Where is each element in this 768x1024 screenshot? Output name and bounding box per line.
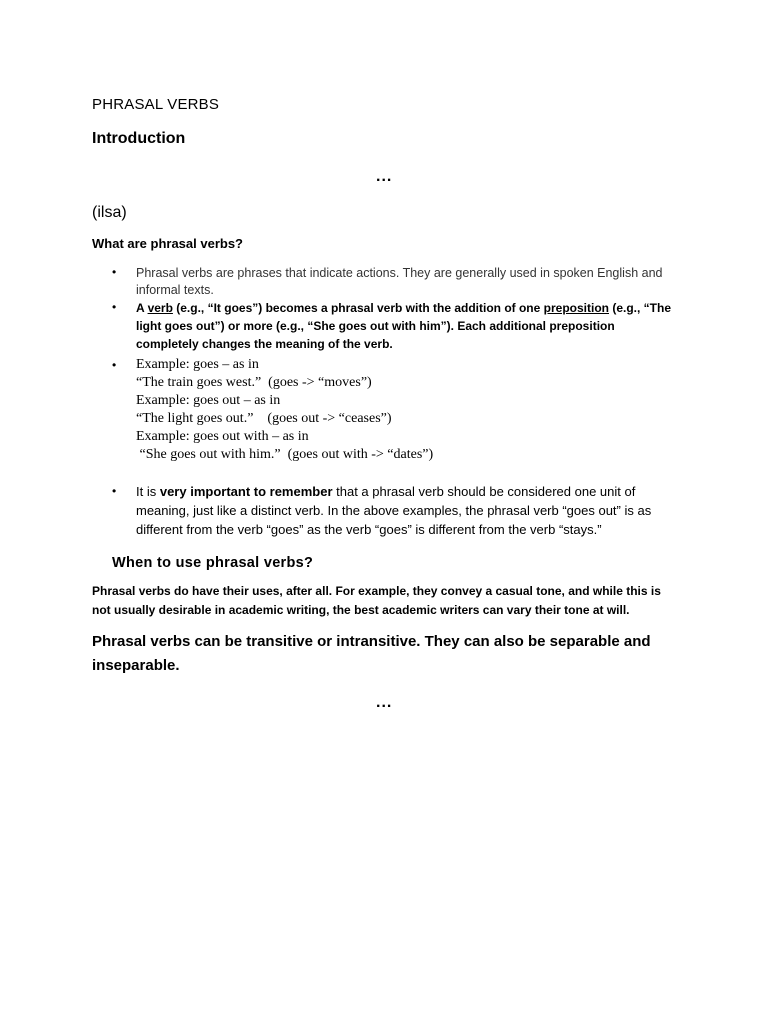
introduction-heading: Introduction — [92, 130, 186, 147]
bullet-marker: • — [112, 484, 117, 498]
author-label: (ilsa) — [92, 204, 127, 221]
ellipsis-bottom: ... — [376, 694, 393, 711]
bullet-text: that a phrasal verb should be considered one unit of meaning, just like a distinct verb. In the above examples, the phrasal verb “goes out” is as different from the verb “goes” as the verb “goes” is different from the verb “stays.” — [136, 484, 652, 537]
bullet-text: A — [136, 301, 148, 315]
bullet-item-examples — [136, 356, 676, 464]
example-line: Example: goes – as in — [136, 357, 259, 372]
bullet-marker: • — [112, 300, 117, 314]
example-line: “The train goes west.” (goes -> “moves”) — [136, 375, 372, 390]
when-to-use-paragraph: Phrasal verbs do have their uses, after all. For example, they convey a casual tone, and while this is not usually desirable in academic writing, the best academic writers can vary their tone at will. — [92, 584, 661, 617]
example-line: Example: goes out with – as in — [136, 429, 309, 444]
bullet-item-verb-addition — [136, 299, 676, 353]
bullet-marker: • — [112, 265, 117, 279]
bullet-text: (e.g., “It goes”) becomes a phrasal verb with the addition of one — [172, 301, 544, 315]
document-title: PHRASAL VERBS — [92, 96, 220, 113]
bullet-item-important-note — [136, 482, 676, 539]
example-line: Example: goes out – as in — [136, 393, 281, 408]
question-heading: What are phrasal verbs? — [92, 236, 243, 251]
preposition-term: preposition — [543, 301, 609, 315]
ellipsis-top: ... — [376, 168, 393, 185]
bullet-marker: • — [112, 358, 117, 372]
emphasis-text: very important to remember — [159, 484, 333, 499]
transitive-statement: Phrasal verbs can be transitive or intransitive. They can also be separable and inseparable. — [92, 633, 651, 674]
bullet-text: (e.g., “The light goes out”) or more (e.g., “She goes out with him”). Each additional preposition completely changes the meaning of the verb. — [136, 301, 672, 351]
when-to-use-heading: When to use phrasal verbs? — [112, 555, 314, 571]
bullet-item-definition: Phrasal verbs are phrases that indicate actions. They are generally used in spoken English and informal texts. — [136, 266, 663, 297]
example-line: “The light goes out.” (goes out -> “ceases”) — [136, 411, 392, 426]
example-line: “She goes out with him.” (goes out with -> “dates”) — [136, 447, 434, 462]
verb-term: verb — [147, 301, 173, 315]
bullet-text: It is — [136, 484, 160, 499]
